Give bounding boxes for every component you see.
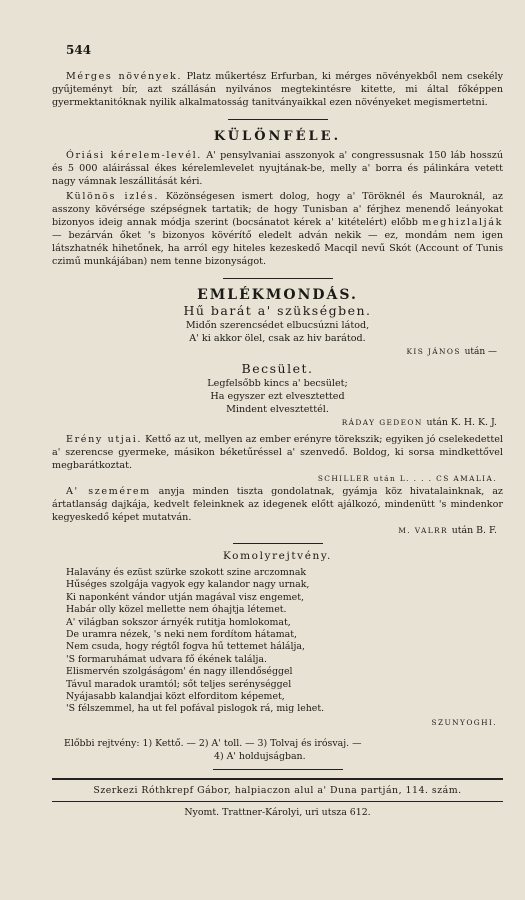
divider	[213, 769, 343, 770]
kulonfele-item-2	[52, 190, 503, 268]
riddle-line: A' világban sokszor árnyék rutitja homlokomat,	[66, 616, 291, 628]
riddle-line: Hűséges szolgája vagyok egy kalandor nagy urnak,	[66, 579, 310, 591]
erenyutjai-lead: Erény utjai.	[66, 434, 143, 445]
divider	[228, 119, 328, 120]
riddle-line: Ki naponként vándor utján magával visz engemet,	[66, 591, 304, 603]
item-2-text: Közönségesen ismert dolog, hogy a' Töröknél és Mauroknál, az asszony kövérsége szépségnek tartatik; de hogy Tunisban a' férjhez menendő leányokat bizonyos ideig annak módja szerint (bocsánatot kérek a' kitételért) előbb	[52, 191, 503, 228]
divider	[223, 278, 333, 279]
answers-line-2: 4) A' holdujságban.	[214, 750, 306, 762]
poem-2	[52, 377, 503, 416]
riddle-line: Habár olly közel mellette nem óhajtja létemet.	[66, 604, 287, 616]
poem-line: Ha egyszer ezt elvesztetted	[210, 391, 345, 402]
item-1-lead: Óriási kérelem-levél.	[66, 150, 202, 161]
riddle-signature: SZUNYOGHI.	[431, 717, 497, 727]
section-heading-kulonfele: KÜLÖNFÉLE.	[213, 129, 342, 144]
printer-line: Nyomt. Trattner-Károlyi, uri utsza 612.	[184, 806, 371, 818]
intro-text: Platz műkertész Erfurban, ki mérges növényekből nem csekély gyűjteményt bír, azt szállásán nyilvános megtekintésre kitette, mi által főképpen gyermektanitóknak nyilik alkalmatosság tanitványaikkal ezen növényeket megismertetni.	[52, 71, 503, 108]
page-number: 544	[66, 43, 92, 57]
riddle-line: Nem csuda, hogy régtől fogva hű tettemet hálálja,	[66, 641, 305, 653]
intro-lead: Mérges növények.	[66, 71, 183, 82]
riddle-line: 'S formaruhámat udvara fő ékének találja.	[66, 653, 267, 665]
poem-2-title: Becsület.	[241, 361, 314, 376]
item-2-lead: Különös izlés.	[66, 191, 159, 202]
footer-rule-top	[52, 778, 503, 780]
editor-line: Szerkezi Róthkrepf Gábor, halpiaczon alul a' Duna partján, 114. szám.	[93, 784, 462, 796]
riddle-line: De uramra nézek, 's neki nem fordítom hátamat,	[66, 629, 297, 641]
signature-3: SCHILLER után L. . . . CS AMALIA.	[317, 474, 497, 483]
intro-paragraph	[52, 70, 503, 109]
riddle-poem	[52, 567, 503, 716]
erenyutjai-paragraph	[52, 433, 503, 472]
riddle-line: 'S félszemmel, ha ut fel pofával pislogok rá, mig lehet.	[66, 703, 325, 715]
poem-1	[52, 319, 503, 345]
item-1-text: A' pensylvaniai asszonyok a' congressusnak 150 láb hosszú és 5 000 aláirással ékes kérelemlevelet nyujtának-be, melly a' borra és pálinkára vetett nagy vámnak leszállitását kéri.	[52, 150, 503, 187]
signature-suffix: után —	[464, 347, 497, 357]
section-heading-emlekmondas: EMLÉKMONDÁS.	[197, 287, 358, 303]
item-2-spaced: meghizlalják	[422, 217, 503, 228]
signature-4	[52, 524, 503, 537]
poem-line: A' ki akkor ölel, csak az hiv barátod.	[189, 333, 366, 344]
poem-line: Legfelsőbb kincs a' becsület;	[207, 378, 348, 389]
signature-name: M. VALRR	[398, 526, 448, 535]
szemerem-lead: A' szemérem	[66, 486, 151, 497]
poem-line: Midőn szerencsédet elbucsúzni látod,	[185, 320, 370, 331]
signature-name: KIS JÁNOS	[406, 347, 461, 356]
divider	[233, 543, 323, 544]
riddle-line: Halavány és ezüst szürke szokott szine arczomnak	[66, 567, 307, 578]
signature-1	[52, 345, 503, 359]
riddle-answers	[52, 737, 503, 763]
szemerem-text: anyja minden tiszta gondolatnak, gyámja köz hivatalainknak, az ártatlanság dajkája, kedvelt feleinknek az idegenek előtt ajálkozó, mindenütt 's mindenkor kegyeskedő képet mutatván.	[52, 486, 503, 523]
erenyutjai-text: Kettő az ut, mellyen az ember erényre törekszik; egyiken jó cselekedettel a' szerencse gyermeke, másikon béketűréssel a' szenvedő. Boldog, ki sorsa mindkettővel megbarátkoztat.	[52, 434, 503, 471]
answers-line-1: Előbbi rejtvény: 1) Kettő. — 2) A' toll. — 3) Tolvaj és irósvaj. —	[64, 737, 362, 749]
signature-name: RÁDAY GEDEON	[341, 418, 423, 427]
kulonfele-item-1	[52, 149, 503, 188]
riddle-line: Távul maradok uramtól; sőt teljes serénységgel	[66, 678, 292, 690]
szemerem-paragraph	[52, 485, 503, 524]
item-2-text-2: — bezárván őket 's bizonyos kövérítő eledelt adván nekik — ez, mondám nem igen látszhatnék hihetőnek, ha arról egy hiteles kezeskedő Macqil nevű Skót (Account of Tunis czimű munkájában) nem tenne bizonyságot.	[52, 230, 503, 267]
signature-suffix: után B. F.	[451, 525, 497, 536]
signature-2	[52, 416, 503, 429]
riddle-line: Elismervén szolgáságom' én nagy illendőséggel	[66, 666, 293, 678]
footer-rule-middle	[52, 801, 503, 802]
riddle-title: Komolyrejtvény.	[223, 550, 332, 562]
poem-line: Mindent elvesztettél.	[226, 404, 329, 415]
riddle-line: Nyájasabb kalandjai közt elforditom képemet,	[66, 691, 285, 703]
signature-suffix: után K. H. K. J.	[426, 417, 497, 428]
poem-1-title: Hű barát a' szükségben.	[183, 303, 372, 318]
